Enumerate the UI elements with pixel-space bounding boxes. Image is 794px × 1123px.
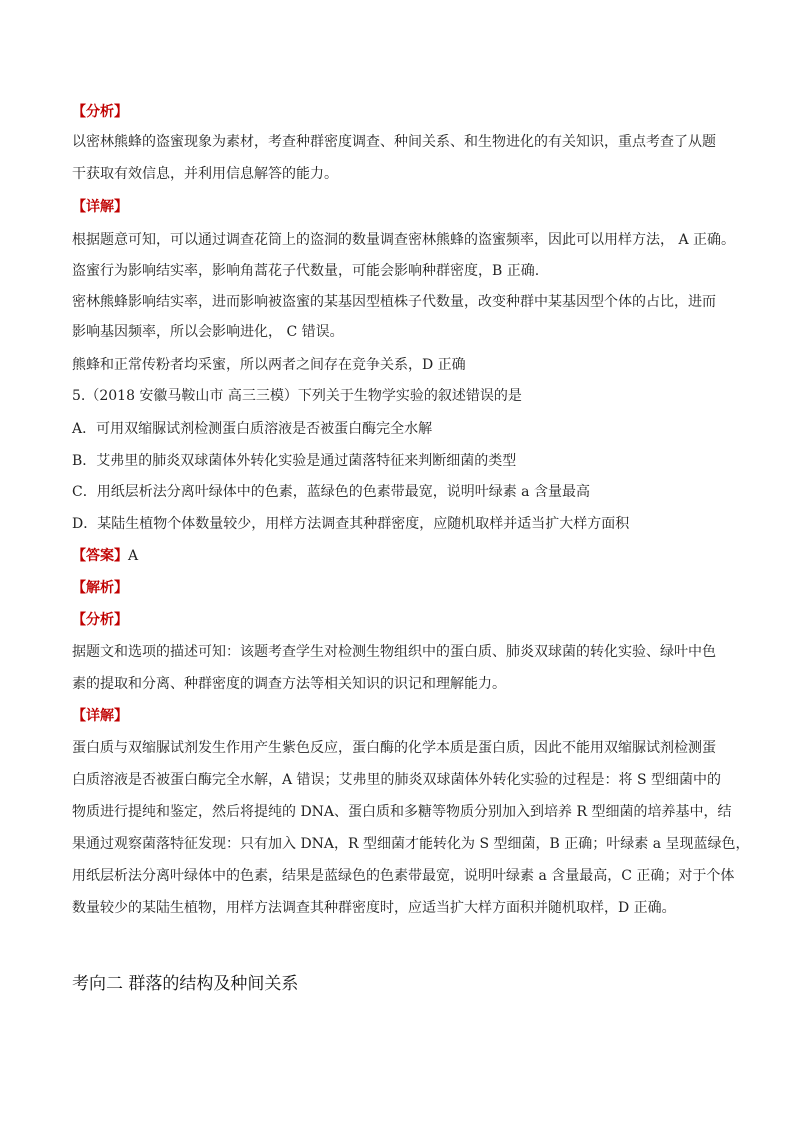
answer-value: A [128, 548, 139, 564]
option-a: A．可用双缩脲试剂检测蛋白质溶液是否被蛋白酶完全水解 [72, 421, 433, 437]
detail-text-line: 物质进行提纯和鉴定，然后将提纯的 DNA、蛋白质和多糖等物质分别加入到培养 R 型细菌的培养基中，结 [72, 804, 732, 820]
analysis-text-line: 据题文和选项的描述可知：该题考查学生对检测生物组织中的蛋白质、肺炎双球菌的转化实验、绿叶中色 [72, 644, 716, 660]
analysis-tag: 【分析】 [72, 612, 128, 628]
analysis-text-line: 干获取有效信息，并利用信息解答的能力。 [72, 166, 338, 182]
answer-line [72, 546, 734, 566]
detail-text-line: 数量较少的某陆生植物，用样方法调查其种群密度时，应适当扩大样方面积并随机取样，D 正确。 [72, 900, 676, 916]
detail-text-line: 用纸层析法分离叶绿体中的色素，结果是蓝绿色的色素带最宽，说明叶绿素 a 含量最高，C 正确；对于个体 [72, 868, 735, 884]
answer-tag: 【答案】 [72, 548, 128, 564]
option-b: B．艾弗里的肺炎双球菌体外转化实验是通过菌落特征来判断细菌的类型 [72, 453, 517, 469]
explanation-tag: 【解析】 [72, 580, 128, 596]
detail-text-line: 根据题意可知，可以通过调查花筒上的盗洞的数量调查密林熊蜂的盗蜜频率，因此可以用样方法， A 正确。 [72, 232, 736, 248]
detail-text-line: 密林熊蜂影响结实率，进而影响被盗蜜的某基因型植株子代数量，改变种群中某基因型个体的占比，进而 [72, 294, 716, 310]
detail-text-line: 果通过观察菌落特征发现：只有加入 DNA，R 型细菌才能转化为 S 型细菌，B 正确；叶绿素 a 呈现蓝绿色， [72, 836, 750, 852]
detail-tag: 【详解】 [72, 199, 128, 215]
detail-text-line: 熊蜂和正常传粉者均采蜜，所以两者之间存在竞争关系，D 正确 [72, 357, 466, 373]
question-stem: 5.（2018 安徽马鞍山市 高三三模）下列关于生物学实验的叙述错误的是 [72, 388, 522, 404]
detail-text-line: 白质溶液是否被蛋白酶完全水解，A 错误；艾弗里的肺炎双球菌体外转化实验的过程是：将 S 型细菌中的 [72, 772, 722, 788]
detail-tag: 【详解】 [72, 708, 128, 724]
option-c: C．用纸层析法分离叶绿体中的色素，蓝绿色的色素带最宽，说明叶绿素 a 含量最高 [72, 484, 590, 500]
analysis-text-line: 以密林熊蜂的盗蜜现象为素材，考查种群密度调查、种间关系、和生物进化的有关知识，重点考查了从题 [72, 134, 716, 150]
analysis-tag: 【分析】 [72, 104, 128, 120]
option-d: D．某陆生植物个体数量较少，用样方法调查其种群密度，应随机取样并适当扩大样方面积 [72, 516, 630, 532]
section-heading: 考向二 群落的结构及种间关系 [72, 974, 299, 994]
analysis-text-line: 素的提取和分离、种群密度的调查方法等相关知识的识记和理解能力。 [72, 676, 506, 692]
detail-text-line: 影响基因频率，所以会影响进化， C 错误。 [72, 324, 344, 340]
detail-text-line: 蛋白质与双缩脲试剂发生作用产生紫色反应，蛋白酶的化学本质是蛋白质，因此不能用双缩脲试剂检测蛋 [72, 740, 716, 756]
detail-text-line: 盗蜜行为影响结实率，影响角蒿花子代数量，可能会影响种群密度，B 正确. [72, 263, 540, 279]
